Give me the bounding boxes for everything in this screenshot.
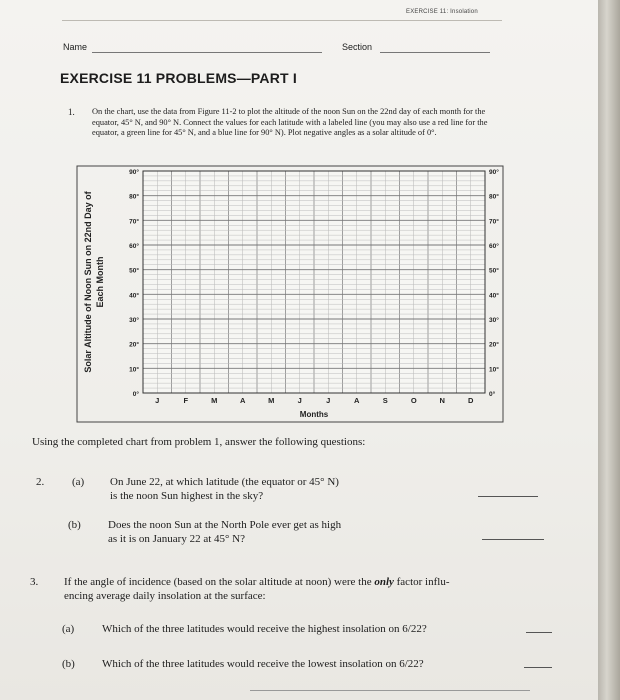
question-3a-answer-field[interactable] — [526, 632, 552, 633]
question-2a-label: (a) — [72, 476, 85, 488]
question-3b-text: Which of the three latitudes would receive the lowest insolation on 6/22? — [102, 658, 424, 670]
page-title: EXERCISE 11 PROBLEMS—PART I — [60, 70, 297, 86]
x-tick-label: N — [439, 396, 445, 405]
question-3b-answer-field[interactable] — [524, 667, 552, 668]
question-3-text-line1 — [64, 575, 449, 589]
y-axis-label-line1: Solar Altitude of Noon Sun on 22nd Day of — [83, 191, 93, 373]
x-tick-label: J — [297, 396, 302, 405]
y-tick-label-right: 10° — [489, 366, 499, 374]
y-tick-label-left: 40° — [129, 292, 139, 300]
question-3-text-pre: If the angle of incidence (based on the solar altitude at noon) were the — [64, 576, 375, 588]
problem-1-text: On the chart, use the data from Figure 11-2 to plot the altitude of the noon Sun on the 22nd day of each month for the equator, 45° N, and 90° N. Connect the values for each latitude with a labeled line (you may also use a red line for the equator, a green line for 45° N, and a blue line for 90° N). Plot negative angles as a solar altitude of 0°. — [92, 107, 488, 137]
exercise-header-label: EXERCISE 11: Insolation — [406, 9, 478, 15]
question-2a-line1: On June 22, at which latitude (the equator or 45° N) — [110, 476, 339, 488]
section-field[interactable] — [380, 52, 490, 53]
question-2-number: 2. — [36, 476, 45, 488]
question-3-text-line2: encing average daily insolation at the surface: — [64, 590, 266, 602]
question-3-text-post: factor influ- — [393, 576, 450, 588]
y-tick-label-left: 0° — [132, 391, 139, 398]
solar-altitude-chart[interactable] — [75, 165, 505, 423]
x-tick-label: A — [354, 396, 360, 405]
questions-intro: Using the completed chart from problem 1, answer the following questions: — [32, 436, 366, 448]
y-tick-label-left: 70° — [129, 218, 139, 226]
question-3b-label: (b) — [62, 658, 75, 670]
x-axis-label: Months — [299, 410, 329, 419]
y-tick-label-right: 60° — [489, 243, 499, 250]
y-tick-label-right: 40° — [489, 292, 499, 300]
question-2b-line1: Does the noon Sun at the North Pole ever get as high — [108, 519, 342, 531]
question-2a-answer-field[interactable] — [478, 496, 538, 497]
header-rule — [62, 20, 502, 21]
x-tick-label: A — [240, 396, 246, 405]
question-2b-answer-field[interactable] — [482, 539, 544, 540]
y-tick-label-right: 0° — [489, 391, 496, 398]
y-tick-label-right: 30° — [489, 317, 499, 324]
y-tick-label-right: 20° — [489, 341, 499, 349]
y-tick-label-left: 20° — [129, 341, 139, 349]
page-edge — [598, 0, 620, 700]
x-tick-label: M — [211, 396, 218, 405]
y-tick-label-right: 90° — [489, 169, 499, 176]
question-2b-label: (b) — [68, 519, 81, 531]
question-3-number: 3. — [30, 576, 39, 588]
x-tick-label: M — [268, 396, 275, 405]
question-3-emphasis: only — [374, 576, 394, 588]
footer-rule — [250, 690, 530, 691]
question-2a-line2: is the noon Sun highest in the sky? — [110, 490, 264, 502]
x-tick-label: J — [326, 396, 331, 405]
y-tick-label-left: 30° — [129, 317, 139, 324]
y-tick-label-left: 60° — [129, 243, 139, 250]
x-tick-label: D — [468, 396, 474, 405]
x-tick-label: S — [382, 396, 388, 405]
y-tick-label-left: 80° — [129, 193, 139, 201]
y-tick-label-right: 80° — [489, 193, 499, 201]
y-tick-label-left: 10° — [129, 366, 139, 374]
y-tick-label-right: 50° — [489, 267, 499, 275]
name-field[interactable] — [92, 52, 322, 53]
x-tick-label: J — [155, 396, 160, 405]
name-label: Name — [63, 42, 88, 52]
question-3a-label: (a) — [62, 623, 75, 635]
x-tick-label: F — [183, 396, 189, 405]
problem-1-number: 1. — [68, 107, 75, 117]
y-tick-label-left: 90° — [129, 169, 139, 176]
x-tick-label: O — [410, 396, 417, 405]
section-label: Section — [342, 42, 373, 52]
chart-svg[interactable] — [75, 165, 505, 423]
y-tick-label-left: 50° — [129, 267, 139, 275]
question-3a-text: Which of the three latitudes would receive the highest insolation on 6/22? — [102, 623, 427, 635]
y-tick-label-right: 70° — [489, 218, 499, 226]
question-2b-line2: as it is on January 22 at 45° N? — [108, 533, 245, 545]
y-axis-label-line2: Each Month — [95, 256, 105, 308]
